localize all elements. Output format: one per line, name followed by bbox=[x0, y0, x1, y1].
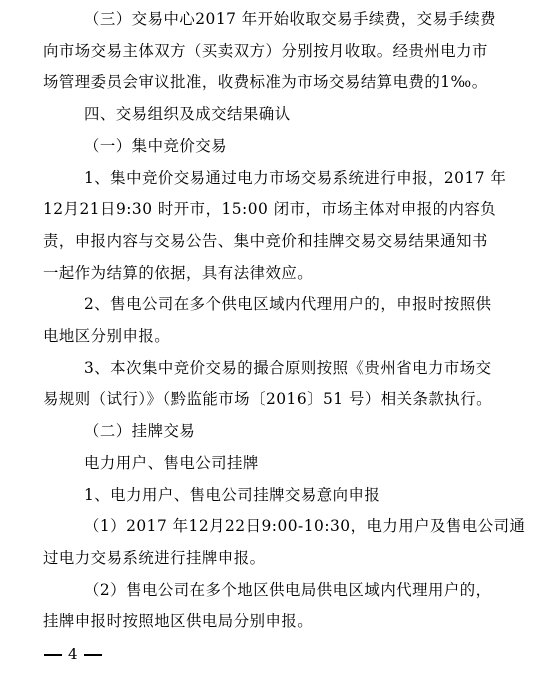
text-line: 电地区分别申报。 bbox=[43, 327, 171, 345]
text-line: 2、售电公司在多个供电区域内代理用户的，申报时按照供 bbox=[84, 295, 492, 313]
subsection-heading: （二）挂牌交易 bbox=[84, 422, 196, 440]
text-line: 挂牌申报时按照地区供电局分别申报。 bbox=[43, 612, 314, 630]
text-line: （1）2017 年12月22日9:00-10:30，电力用户及售电公司通 bbox=[84, 517, 526, 535]
subsection-heading: （一）集中竞价交易 bbox=[84, 137, 228, 155]
text-line: （2）售电公司在多个地区供电局供电区域内代理用户的， bbox=[84, 581, 492, 599]
text-line: 场管理委员会审议批准，收费标准为市场交易结算电费的1‰。 bbox=[43, 73, 488, 91]
text-line: 一起作为结算的依据，具有法律效应。 bbox=[43, 264, 314, 282]
text-line: 1、电力用户、售电公司挂牌交易意向申报 bbox=[84, 486, 381, 504]
text-line: 向市场交易主体双方（买卖双方）分别按月收取。经贵州电力市 bbox=[43, 42, 488, 60]
footer-dash-left bbox=[44, 654, 62, 655]
footer-dash-right bbox=[84, 654, 102, 655]
text-line: 易规则（试行）》（黔监能市场〔2016〕51 号）相关条款执行。 bbox=[43, 390, 493, 408]
section-heading: 四、交易组织及成交结果确认 bbox=[84, 105, 291, 123]
text-line: 1、集中竞价交易通过电力市场交易系统进行申报，2017 年 bbox=[84, 169, 507, 187]
text-line: 责，申报内容与交易公告、集中竞价和挂牌交易交易结果通知书 bbox=[43, 232, 488, 250]
text-line: 12月21日9:30 时开市，15:00 闭市，市场主体对申报的内容负 bbox=[43, 200, 497, 218]
text-line: （三）交易中心2017 年开始收取交易手续费，交易手续费 bbox=[84, 10, 497, 28]
page-footer bbox=[44, 644, 102, 664]
text-line: 电力用户、售电公司挂牌 bbox=[84, 454, 259, 472]
text-line: 3、本次集中竞价交易的撮合原则按照《贵州省电力市场交 bbox=[84, 359, 492, 377]
page-number: 4 bbox=[68, 645, 78, 663]
text-line: 过电力交易系统进行挂牌申报。 bbox=[43, 549, 266, 567]
